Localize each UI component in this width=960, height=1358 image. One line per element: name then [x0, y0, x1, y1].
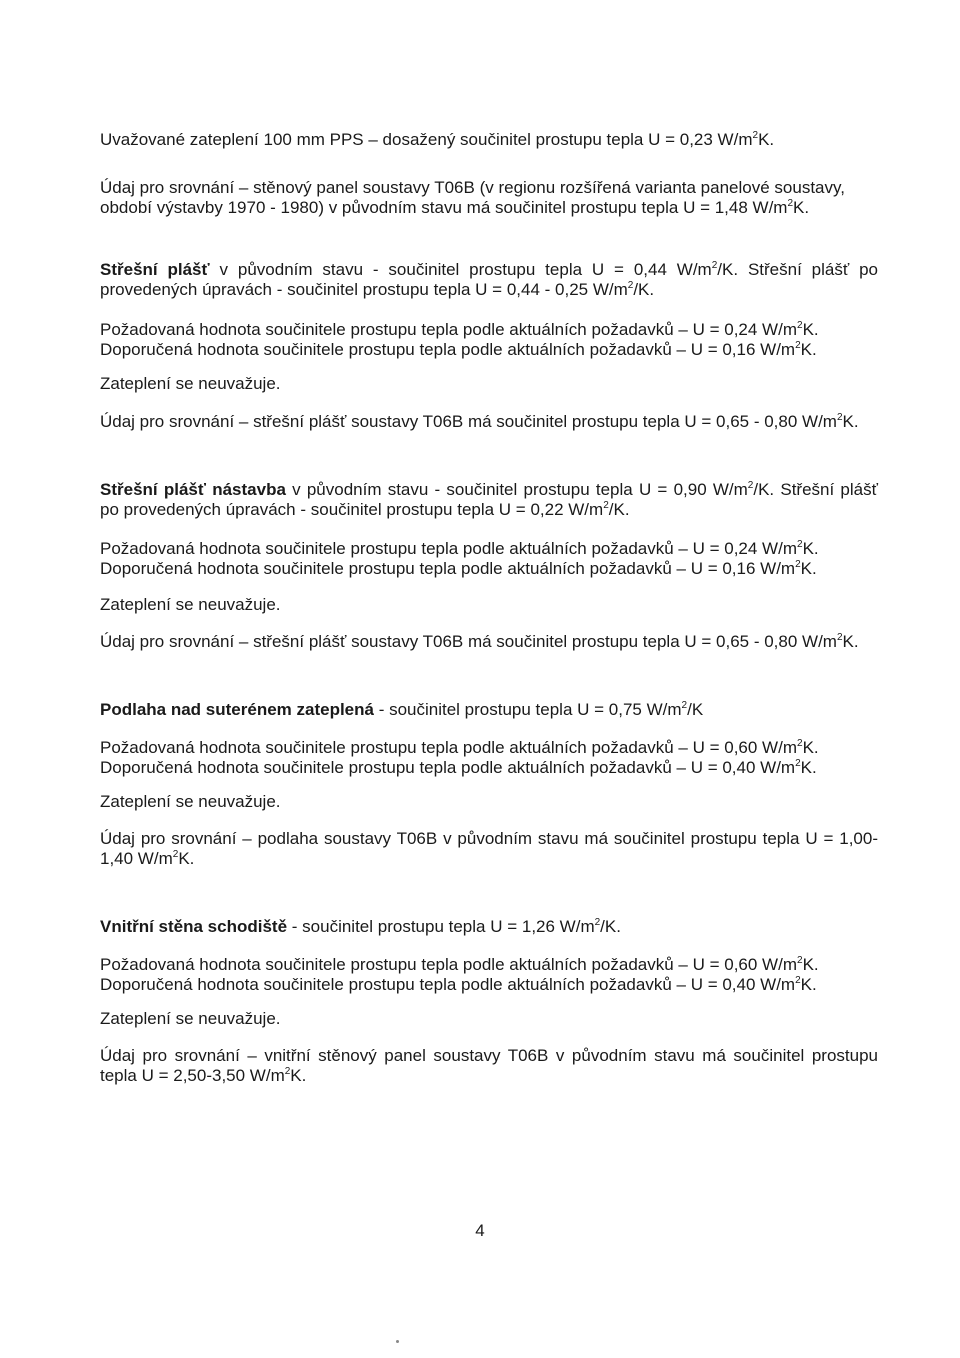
text: Údaj pro srovnání – vnitřní stěnový panel soustavy T06B v původním stavu má součinitel prostupu	[100, 1046, 878, 1065]
superscript: 2	[795, 559, 801, 570]
superscript: 2	[284, 1066, 291, 1077]
text: K.	[800, 340, 817, 359]
superscript: 2	[747, 480, 754, 491]
insulation-paragraph	[100, 130, 878, 150]
page-number: 4	[475, 1221, 485, 1240]
text: - součinitel prostupu tepla U = 1,26 W/m	[287, 917, 595, 936]
roof-extension-heading-paragraph	[100, 480, 878, 520]
text: Doporučená hodnota součinitele prostupu tepla podle aktuálních požadavků – U = 0,40 W/m	[100, 975, 796, 994]
roof-extension-comparison	[100, 632, 878, 652]
text: Údaj pro srovnání – stěnový panel soustavy T06B (v regionu rozšířená varianta panelové soustavy,	[100, 178, 845, 197]
text: K.	[800, 758, 817, 777]
text: K.	[802, 320, 819, 339]
roof-comparison	[100, 412, 878, 432]
text: Doporučená hodnota součinitele prostupu tepla podle aktuálních požadavků – U = 0,16 W/m	[100, 559, 796, 578]
text: provedených úpravách - součinitel prostupu tepla U = 0,44 - 0,25 W/m	[100, 280, 628, 299]
superscript: 2	[172, 849, 179, 860]
text: /K. Střešní plášť	[753, 480, 878, 499]
superscript: 2	[603, 500, 609, 511]
roof-heading-line	[100, 260, 878, 280]
floor-note: Zateplení se neuvažuje.	[100, 792, 281, 811]
superscript: 2	[797, 320, 803, 331]
text: Požadovaná hodnota součinitele prostupu tepla podle aktuálních požadavků – U = 0,24 W/m	[100, 320, 797, 339]
text: K.	[793, 198, 810, 217]
stair-wall-note: Zateplení se neuvažuje.	[100, 1009, 281, 1028]
superscript: 2	[627, 280, 634, 291]
section-title: Střešní plášť nástavba	[100, 480, 286, 499]
text: /K.	[608, 500, 630, 519]
text: Uvažované zateplení 100 mm PPS – dosažený součinitel prostupu tepla U = 0,23 W/m	[100, 130, 753, 149]
section-title: Podlaha nad suterénem zateplená	[100, 700, 374, 719]
text: K.	[758, 130, 775, 149]
superscript: 2	[787, 198, 794, 209]
text: K.	[802, 539, 819, 558]
text: Údaj pro srovnání – podlaha soustavy T06B v původním stavu má součinitel prostupu tepla U = 1,00-	[100, 829, 878, 848]
superscript: 2	[836, 632, 843, 643]
floor-comparison	[100, 829, 878, 869]
superscript: 2	[797, 738, 803, 749]
stair-wall-required-value	[100, 955, 878, 995]
text: K.	[842, 412, 859, 431]
text: 1,40 W/m	[100, 849, 173, 868]
text: /K. Střešní plášť po	[717, 260, 878, 279]
stair-wall-comparison	[100, 1046, 878, 1086]
text: Doporučená hodnota součinitele prostupu tepla podle aktuálních požadavků – U = 0,40 W/m	[100, 758, 796, 777]
comparison-wall-paragraph	[100, 178, 878, 218]
text: v původním stavu - součinitel prostupu tepla U = 0,44 W/m	[209, 260, 712, 279]
superscript: 2	[681, 700, 688, 711]
superscript: 2	[711, 260, 718, 271]
text: K.	[842, 632, 859, 651]
text: v původním stavu - součinitel prostupu tepla U = 0,90 W/m	[285, 480, 748, 499]
floor-required-value	[100, 738, 878, 778]
roof-heading-paragraph	[100, 260, 878, 300]
text: Požadovaná hodnota součinitele prostupu tepla podle aktuálních požadavků – U = 0,60 W/m	[100, 955, 797, 974]
scan-speck	[396, 1340, 399, 1343]
text: K.	[802, 738, 819, 757]
superscript: 2	[797, 955, 803, 966]
section-title: Střešní plášť	[100, 260, 210, 279]
superscript: 2	[795, 975, 801, 986]
superscript: 2	[795, 758, 801, 769]
roof-required-value	[100, 320, 878, 360]
superscript: 2	[795, 340, 801, 351]
text: období výstavby 1970 - 1980) v původním stavu má součinitel prostupu tepla U = 1,48 W/m	[100, 198, 788, 217]
text: K.	[178, 849, 195, 868]
text: po provedených úpravách - součinitel prostupu tepla U = 0,22 W/m	[100, 500, 604, 519]
floor-heading	[100, 700, 878, 720]
superscript: 2	[836, 412, 843, 423]
text: Doporučená hodnota součinitele prostupu tepla podle aktuálních požadavků – U = 0,16 W/m	[100, 340, 796, 359]
text: Požadovaná hodnota součinitele prostupu tepla podle aktuálních požadavků – U = 0,60 W/m	[100, 738, 797, 757]
superscript: 2	[752, 130, 759, 141]
superscript: 2	[797, 539, 803, 550]
superscript: 2	[594, 917, 601, 928]
roof-extension-heading-line	[100, 480, 878, 500]
text: - součinitel prostupu tepla U = 0,75 W/m	[373, 700, 682, 719]
page-content	[100, 130, 878, 1086]
text: Údaj pro srovnání – střešní plášť soustavy T06B má součinitel prostupu tepla U = 0,65 - 0,80 W/m	[100, 632, 837, 651]
text: tepla U = 2,50-3,50 W/m	[100, 1066, 285, 1085]
roof-extension-note: Zateplení se neuvažuje.	[100, 595, 281, 614]
text: K.	[802, 955, 819, 974]
text: K.	[800, 559, 817, 578]
text: /K	[687, 700, 704, 719]
text: Údaj pro srovnání – střešní plášť soustavy T06B má součinitel prostupu tepla U = 0,65 - 0,80 W/m	[100, 412, 837, 431]
stair-wall-heading	[100, 917, 878, 937]
roof-note: Zateplení se neuvažuje.	[100, 374, 281, 393]
text: /K.	[633, 280, 655, 299]
text: Požadovaná hodnota součinitele prostupu tepla podle aktuálních požadavků – U = 0,24 W/m	[100, 539, 797, 558]
text: K.	[290, 1066, 307, 1085]
section-title: Vnitřní stěna schodiště	[100, 917, 288, 936]
text: /K.	[600, 917, 621, 936]
roof-extension-required-value	[100, 539, 878, 579]
text: K.	[800, 975, 817, 994]
